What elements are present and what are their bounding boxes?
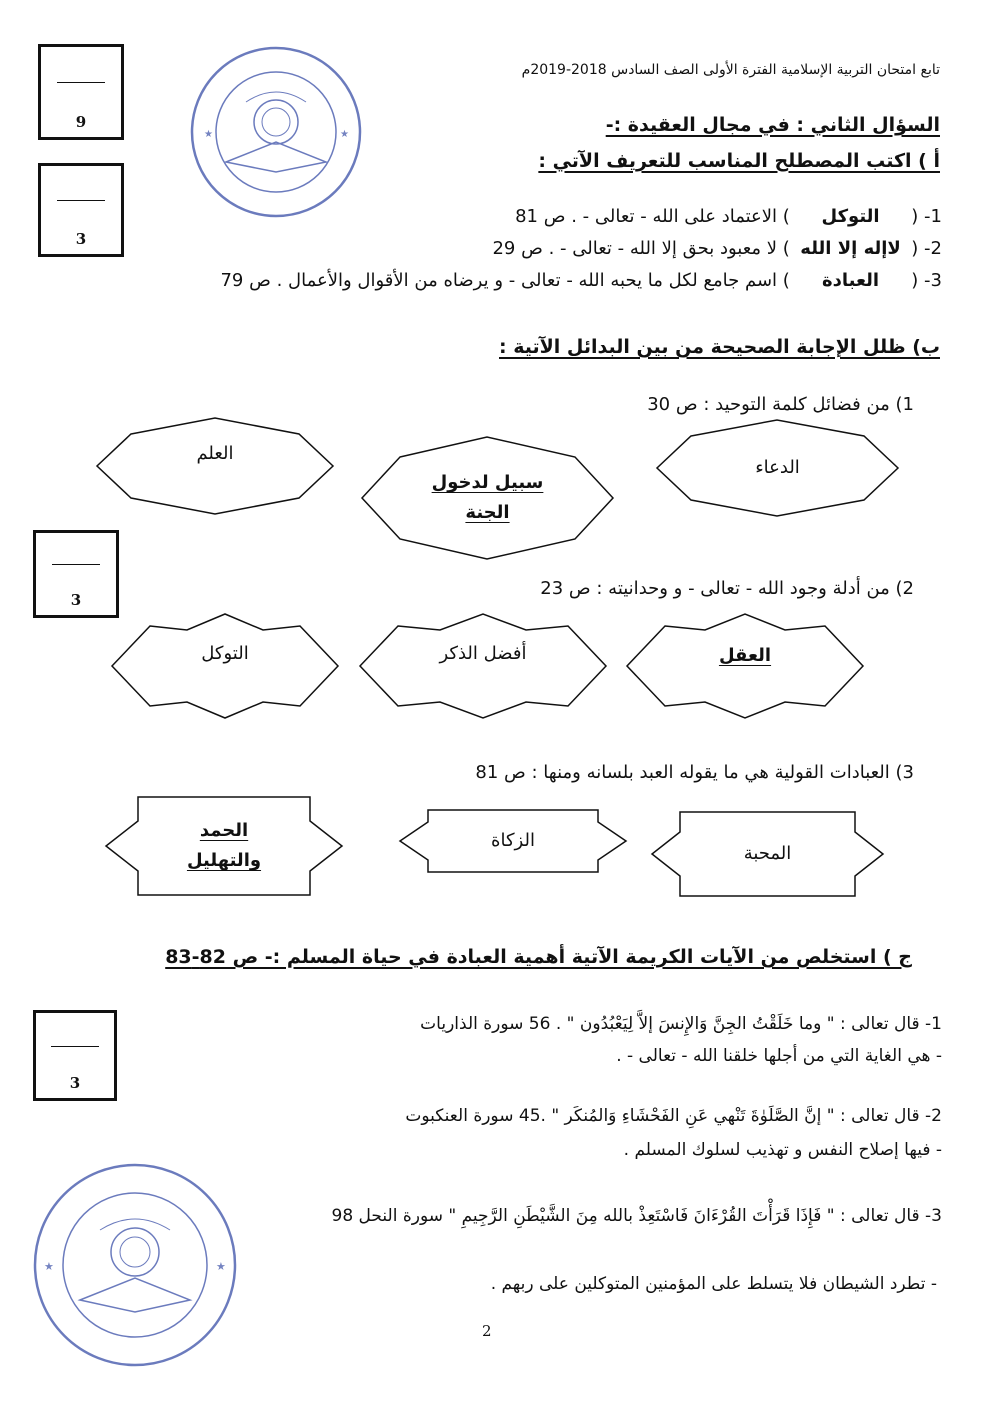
part-b-title: ب) ظلل الإجابة الصحيحة من بين البدائل الآتية :	[499, 336, 940, 358]
item-close: )	[782, 270, 790, 291]
part-a-item	[515, 206, 942, 227]
score-value: 9	[75, 113, 87, 131]
option-label: التوكل	[201, 643, 249, 664]
part-a-title: أ ) اكتب المصطلح المناسب للتعريف الآتي :	[538, 150, 940, 172]
option-label: الزكاة	[491, 830, 535, 851]
option-shape[interactable]	[360, 435, 615, 561]
option-shape[interactable]	[625, 612, 865, 720]
item-term: التوكل	[821, 206, 880, 227]
score-box	[38, 163, 124, 257]
item-number: 1- (	[911, 206, 942, 227]
part-b-question: 3) العبادات القولية هي ما يقوله العبد بلسانه ومنها : ص 81	[475, 762, 914, 783]
option-shape[interactable]	[358, 612, 608, 720]
svg-text:★: ★	[44, 1260, 54, 1273]
item-close: )	[782, 238, 790, 259]
item-number: 3- (	[911, 270, 942, 291]
option-shape[interactable]	[95, 416, 335, 516]
score-line	[51, 1046, 99, 1047]
score-line	[57, 200, 105, 201]
part-b-question: 2) من أدلة وجود الله - تعالى - و وحدانيته : ص 23	[540, 578, 914, 599]
item-definition: لا معبود بحق إلا الله - تعالى - . ص 29	[492, 238, 778, 259]
part-a-item	[492, 238, 942, 259]
option-label: الدعاء	[755, 457, 800, 478]
svg-text:★: ★	[204, 129, 213, 140]
option-label-correct: سبيل لدخول الجنة	[431, 472, 544, 523]
part-c-title: ج ) استخلص من الآيات الكريمة الآتية أهمية العبادة في حياة المسلم :- ص 82-83	[165, 946, 912, 968]
score-line	[52, 564, 100, 565]
item-definition: الاعتماد على الله - تعالى - . ص 81	[515, 206, 778, 227]
part-c-answer: - تطرد الشيطان فلا يتسلط على المؤمنين المتوكلين على ربهم .	[490, 1274, 937, 1294]
option-shape[interactable]	[655, 418, 900, 518]
option-shape[interactable]	[110, 612, 340, 720]
svg-text:★: ★	[340, 129, 349, 140]
item-definition: اسم جامع لكل ما يحبه الله - تعالى - و يرضاه من الأقوال والأعمال . ص 79	[220, 270, 778, 291]
score-value: 3	[70, 591, 82, 609]
score-box	[33, 1010, 117, 1101]
option-shape[interactable]	[398, 808, 628, 874]
option-label: أفضل الذكر	[439, 643, 527, 664]
option-label: المحبة	[743, 843, 792, 864]
score-line	[57, 82, 105, 83]
score-box	[33, 530, 119, 618]
option-label-correct: الحمد والتهليل	[186, 820, 262, 871]
question-title: السؤال الثاني : في مجال العقيدة :-	[605, 114, 940, 136]
option-label-correct: العقل	[718, 645, 772, 666]
item-close: )	[782, 206, 790, 227]
score-value: 3	[75, 230, 87, 248]
option-label: العلم	[196, 443, 234, 464]
part-b-question: 1) من فضائل كلمة التوحيد : ص 30	[647, 394, 914, 415]
page-number: 2	[482, 1322, 492, 1340]
option-shape[interactable]	[104, 793, 344, 899]
part-c-answer: - فيها إصلاح النفس و تهذيب لسلوك المسلم .	[623, 1140, 942, 1160]
item-term: العبادة	[822, 270, 880, 291]
ministry-stamp-icon	[186, 42, 366, 222]
item-term: لاإله إلا الله	[800, 238, 901, 259]
ministry-stamp-icon	[30, 1160, 240, 1370]
page-header: تابع امتحان التربية الإسلامية الفترة الأولى الصف السادس 2018-2019م	[521, 62, 940, 78]
part-c-answer: - هي الغاية التي من أجلها خلقنا الله - تعالى - .	[616, 1046, 942, 1066]
score-box	[38, 44, 124, 140]
item-number: 2- (	[911, 238, 942, 259]
svg-text:★: ★	[216, 1260, 226, 1273]
part-c-verse: 3- قال تعالى : " فَإِذَا قَرَأْتَ القُرْءَانَ فَاسْتَعِذْ بالله مِنَ الشَّيْطَنِ الرَّجِيمِ " سورة النحل 98	[331, 1206, 942, 1226]
score-value: 3	[69, 1074, 81, 1092]
part-c-verse: 2- قال تعالى : " إنَّ الصَّلَوٰةَ تَنْهي عَنِ الفَحْشَاءِ وَالمُنكَر " .45 سورة العنكبوت	[405, 1106, 942, 1126]
part-c-verse: 1- قال تعالى : " وما خَلَقْتُ الجِنَّ وَالإِنسَ إلاَّ لِيَعْبُدُون " . 56 سورة الذاريات	[420, 1014, 942, 1034]
option-shape[interactable]	[650, 808, 885, 900]
part-a-item	[220, 270, 942, 291]
